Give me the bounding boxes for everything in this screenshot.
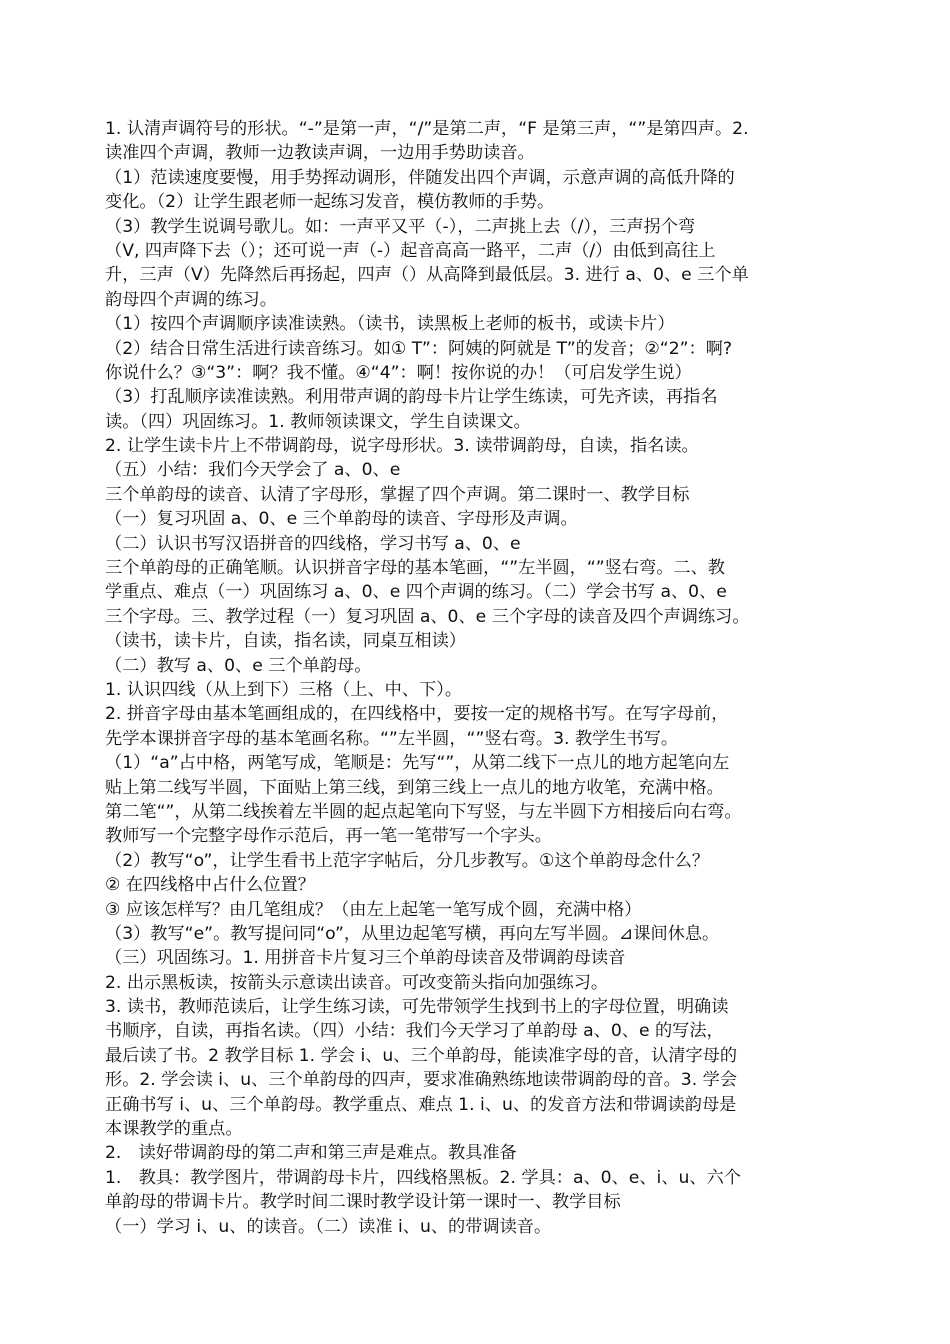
document-body (105, 117, 847, 1239)
text-line: 本课教学的重点。 (105, 1119, 243, 1140)
text-line: 2. 拼音字母由基本笔画组成的，在四线格中，要按一定的规格书写。在写字母前， (105, 704, 729, 725)
text-line: 三个字母。三、教学过程（一）复习巩固 a、0、e 三个字母的读音及四个声调练习。 (105, 606, 750, 627)
text-line: （二）教写 a、0、e 三个单韵母。 (105, 655, 372, 676)
text-line: 2. 读好带调韵母的第二声和第三声是难点。教具准备 (105, 1143, 517, 1164)
text-line: 1. 教具：教学图片，带调韵母卡片，四线格黑板。2. 学具：a、0、e、i、u、六个 (105, 1167, 741, 1188)
text-line: （2）结合日常生活进行读音练习。如① T”：阿姨的阿就是 T”的发音；②“2”：啊? (105, 338, 733, 359)
text-line: 2. 出示黑板读，按箭头示意读出读音。可改变箭头指向加强练习。 (105, 972, 609, 993)
text-line: 变化。（2）让学生跟老师一起练习发音，模仿教师的手势。 (105, 192, 555, 213)
text-line: （3）打乱顺序读准读熟。利用带声调的韵母卡片让学生练读，可先齐读，再指名 (105, 387, 718, 408)
text-line: （1）按四个声调顺序读准读熟。（读书，读黑板上老师的板书，或读卡片） (105, 314, 675, 335)
text-line: 第二笔“”，从第二线挨着左半圆的起点起笔向下写竖，与左半圆下方相接后向右弯。 (105, 801, 742, 822)
text-line: （1）范读速度要慢，用手势挥动调形，伴随发出四个声调，示意声调的高低升降的 (105, 167, 735, 188)
text-line: 你说什么？③“3”：啊？我不懂。④“4”：啊！按你说的办！（可启发学生说） (105, 362, 692, 383)
text-line: 先学本课拼音字母的基本笔画名称。“”左半圆，“”竖右弯。3. 教学生书写。 (105, 728, 679, 749)
text-line: 升，三声（V）先降然后再扬起，四声（）从高降到最低层。3. 进行 a、0、e 三个单 (105, 265, 749, 286)
text-line: 贴上第二线写半圆，下面贴上第三线，到第三线上一点儿的地方收笔，充满中格。 (105, 777, 724, 798)
text-line: （读书，读卡片，自读，指名读，同桌互相读） (105, 631, 466, 652)
text-line: （3）教写“e”。教写提问同“o”，从里边起笔写横，再向左写半圆。⊿课间休息。 (105, 923, 720, 944)
text-line: 读准四个声调，教师一边教读声调，一边用手势助读音。 (105, 143, 535, 164)
text-line: （1）“a”占中格，两笔写成，笔顺是：先写“”，从第二线下一点儿的地方起笔向左 (105, 753, 730, 774)
text-line: 读。（四）巩固练习。1. 教师领读课文，学生自读课文。 (105, 411, 531, 432)
text-line: （2）教写“o”，让学生看书上范字字帖后，分几步教写。①这个单韵母念什么？ (105, 850, 710, 871)
text-line: （五）小结：我们今天学会了 a、0、e (105, 460, 401, 481)
text-line: 2. 让学生读卡片上不带调韵母，说字母形状。3. 读带调韵母，自读，指名读。 (105, 436, 699, 457)
text-line: 学重点、难点（一）巩固练习 a、0、e 四个声调的练习。（二）学会书写 a、0、e (105, 582, 727, 603)
text-line: 韵母四个声调的练习。 (105, 289, 277, 310)
text-line: 三个单韵母的读音、认清了字母形，掌握了四个声调。第二课时一、教学目标 (105, 484, 690, 505)
text-line: （一）复习巩固 a、0、e 三个单韵母的读音、字母形及声调。 (105, 509, 578, 530)
text-line: 1. 认识四线（从上到下）三格（上、中、下）。 (105, 679, 463, 700)
text-line: 1. 认清声调符号的形状。“-”是第一声，“/”是第二声，“F 是第三声，“”是第四声。2. (105, 119, 749, 139)
text-line: 三个单韵母的正确笔顺。认识拼音字母的基本笔画，“”左半圆，“”竖右弯。二、教 (105, 558, 725, 579)
text-line: （三）巩固练习。1. 用拼音卡片复习三个单韵母读音及带调韵母读音 (105, 948, 626, 969)
text-line: 最后读了书。2 教学目标 1. 学会 i、u、三个单韵母，能读准字母的音，认清字母的 (105, 1045, 738, 1066)
text-line: （V, 四声降下去（）；还可说一声（-）起音高高一路平，二声（/）由低到高往上 (105, 240, 716, 261)
text-line: 形。2. 学会读 i、u、三个单韵母的四声，要求准确熟练地读带调韵母的音。3. 学会 (105, 1070, 738, 1091)
text-line: 正确书写 i、u、三个单韵母。教学重点、难点 1. i、u、的发音方法和带调读韵母是 (105, 1094, 737, 1115)
text-line: 书顺序，自读，再指名读。（四）小结：我们今天学习了单韵母 a、0、e 的写法， (105, 1021, 724, 1042)
text-line: 3. 读书，教师范读后，让学生练习读，可先带领学生找到书上的字母位置，明确读 (105, 997, 729, 1018)
text-line: 单韵母的带调卡片。教学时间二课时教学设计第一课时一、教学目标 (105, 1192, 621, 1213)
text-line: ② 在四线格中占什么位置？ (105, 875, 315, 896)
text-line: 教师写一个完整字母作示范后，再一笔一笔带写一个字头。 (105, 826, 552, 847)
text-line: （一）学习 i、u、的读音。（二）读准 i、u、的带调读音。 (105, 1216, 552, 1237)
text-line: （二）认识书写汉语拼音的四线格，学习书写 a、0、e (105, 533, 521, 554)
text-line: ③ 应该怎样写？由几笔组成？（由左上起笔一笔写成个圆，充满中格） (105, 899, 642, 920)
text-line: （3）教学生说调号歌儿。如：一声平又平（-），二声挑上去（/），三声拐个弯 (105, 216, 696, 237)
